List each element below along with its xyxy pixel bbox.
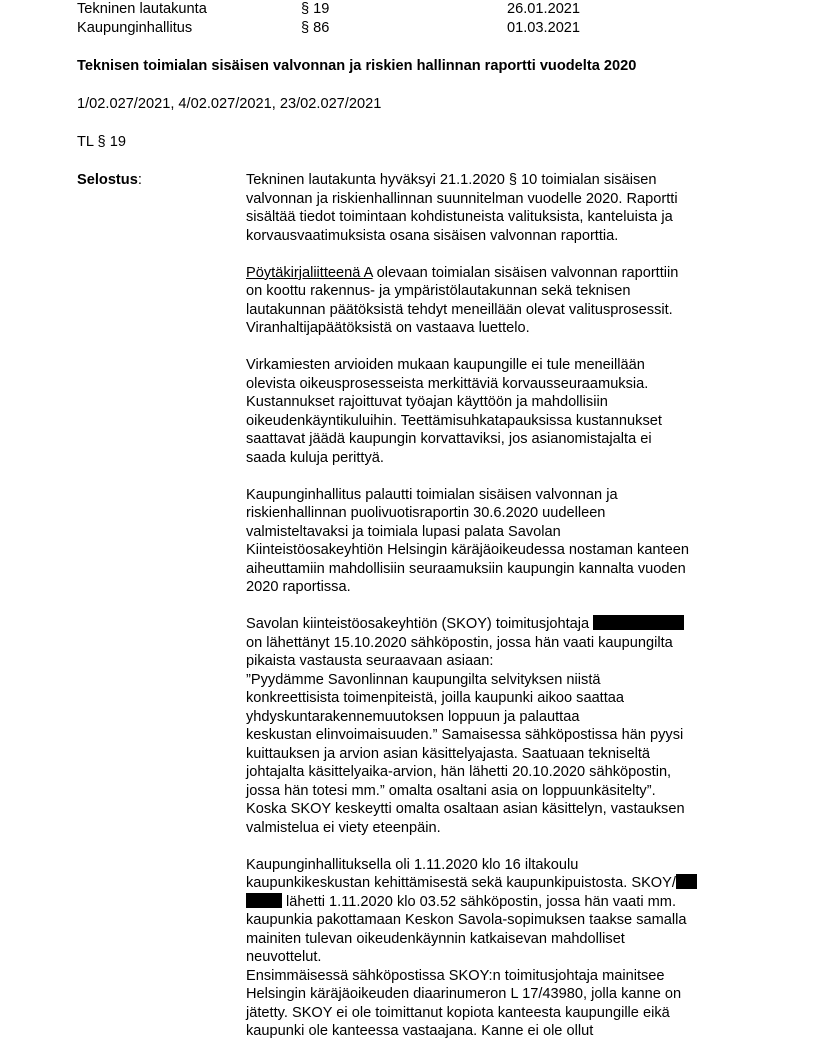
- header-row-tekninen-lautakunta: [77, 0, 777, 19]
- text-line: yhdyskuntarakennemuutoksen loppuun ja palauttaa: [246, 708, 580, 725]
- meeting-date: 26.01.2021: [507, 1, 581, 17]
- text-line: Kustannukset rajoittuvat työajan käyttöön ja mahdollisiin: [246, 394, 608, 410]
- text-line: korvausvaatimuksista osana sisäisen valvonnan raporttia.: [246, 227, 619, 244]
- text-line: aiheuttamiin mahdollisiin seuraamuksiin kaupungin kannalta vuoden: [246, 560, 686, 577]
- text-line: Koska SKOY keskeytti omalta osaltaan asian käsittelyn, vastauksen: [246, 801, 685, 817]
- text-line: lautakunnan päätöksistä tehdyt meneillään olevat valitusprosessit.: [246, 301, 673, 318]
- text-fragment: Savolan kiinteistöosakeyhtiön (SKOY) toimitusjohtaja: [246, 616, 594, 632]
- text-line: valmistelua ei viety eteenpäin.: [246, 819, 441, 836]
- text-line: mainiten tulevan oikeudenkäynnin katkaisevan mahdolliset: [246, 930, 625, 947]
- text-line: Virkamiesten arvioiden mukaan kaupungille ei tule meneillään: [246, 357, 645, 373]
- meeting-date: 01.03.2021: [507, 20, 581, 36]
- text-line: valmisteltavaksi ja toimiala lupasi palata Savolan: [246, 523, 561, 540]
- text-line: Kiinteistöosakeyhtiön Helsingin käräjäoikeudessa nostaman kanteen: [246, 542, 689, 558]
- paragraph-1: [246, 171, 746, 245]
- paragraph-5: [246, 615, 746, 837]
- text-line: [246, 893, 746, 912]
- paragraph-4: [246, 486, 746, 597]
- text-line: jossa hän totesi mm.” omalta osaltani asia on loppuunkäsitelty”.: [246, 782, 656, 799]
- selostus-label: [77, 171, 142, 190]
- text-fragment: olevaan toimialan sisäisen valvonnan raporttiin: [372, 264, 679, 281]
- text-line: kaupunkia pakottamaan Keskon Savola-sopimuksen taakse samalla: [246, 912, 687, 928]
- text-line: [246, 264, 746, 283]
- section-number: § 86: [301, 20, 330, 36]
- text-line: saattavat jäädä kaupungin korvattaviksi, jos asianomistajalta ei: [246, 431, 652, 447]
- text-line: pikaista vastausta seuraavaan asiaan:: [246, 653, 494, 669]
- reference-numbers: 1/02.027/2021, 4/02.027/2021, 23/02.027/2021: [77, 96, 382, 112]
- text-line: keskustan elinvoimaisuuden.” Samaisessa sähköpostissa hän pyysi: [246, 727, 684, 743]
- document-title: Teknisen toimialan sisäisen valvonnan ja riskien hallinnan raportti vuodelta 2020: [77, 58, 637, 74]
- selostus-colon: :: [137, 172, 142, 188]
- text-line: saada kuluja perittyä.: [246, 449, 384, 466]
- decision-body: Kaupunginhallitus: [77, 20, 193, 36]
- redacted-name: [593, 615, 684, 630]
- text-line: Kaupunginhallituksella oli 1.11.2020 klo 16 iltakoulu: [246, 856, 579, 873]
- text-line: 2020 raportissa.: [246, 579, 351, 595]
- text-line: Viranhaltijapäätöksistä on vastaava luettelo.: [246, 320, 530, 336]
- text-line: ”Pyydämme Savonlinnan kaupungilta selvityksen niistä: [246, 671, 601, 688]
- paragraph-2: [246, 264, 746, 338]
- text-line: Tekninen lautakunta hyväksyi 21.1.2020 § 10 toimialan sisäisen: [246, 172, 657, 188]
- selostus-body: [246, 171, 746, 1059]
- text-line: [246, 615, 746, 634]
- header-row-kaupunginhallitus: [77, 19, 777, 38]
- text-fragment: lähetti 1.11.2020 klo 03.52 sähköpostin, jossa hän vaati mm.: [282, 893, 677, 910]
- text-line: jätetty. SKOY ei ole toimittanut kopiota kanteesta kaupungille eikä: [246, 1004, 670, 1021]
- text-line: on koottu rakennus- ja ympäristölautakunnan sekä teknisen: [246, 283, 631, 299]
- text-line: Helsingin käräjäoikeuden diaarinumeron L 17/43980, jolla kanne on: [246, 986, 682, 1002]
- text-line: oikeudenkäyntikuluihin. Teettämisuhkatapauksissa kustannukset: [246, 412, 662, 429]
- text-line: Ensimmäisessä sähköpostissa SKOY:n toimitusjohtaja mainitsee: [246, 967, 665, 984]
- text-line: neuvottelut.: [246, 949, 322, 965]
- attachment-a-link[interactable]: Pöytäkirjaliitteenä A: [246, 264, 373, 281]
- paragraph-3: [246, 356, 746, 467]
- text-line: valvonnan ja riskienhallinnan suunnitelman vuodelle 2020. Raportti: [246, 190, 678, 207]
- text-line: olevista oikeusprosesseista merkittäviä korvausseuraamuksia.: [246, 375, 649, 392]
- text-line: on lähettänyt 15.10.2020 sähköpostin, jossa hän vaati kaupungilta: [246, 634, 673, 651]
- text-line: johtajalta käsittelyaika-arvion, hän lähetti 20.10.2020 sähköpostin,: [246, 764, 672, 780]
- selostus-heading: Selostus: [77, 172, 138, 188]
- text-line: Kaupunginhallitus palautti toimialan sisäisen valvonnan ja: [246, 486, 618, 503]
- section-number: § 19: [301, 1, 330, 17]
- tl-section-ref: TL § 19: [77, 134, 126, 150]
- decision-body: Tekninen lautakunta: [77, 1, 207, 17]
- text-line: kuittauksen ja arvion asian käsittelyajasta. Saatuaan tekniseltä: [246, 745, 651, 762]
- text-line: riskienhallinnan puolivuotisraportin 30.6.2020 uudelleen: [246, 505, 606, 521]
- paragraph-6: [246, 856, 746, 1041]
- text-line: konkreettisista toimenpiteistä, joilla kaupunki aikoo saattaa: [246, 690, 625, 706]
- redacted-name: [246, 893, 282, 908]
- text-line: [246, 874, 746, 893]
- redacted-name: [676, 874, 697, 889]
- text-fragment: kaupunkikeskustan kehittämisestä sekä kaupunkipuistosta. SKOY/: [246, 875, 676, 891]
- text-line: sisältää tiedot toimintaan kohdistuneista valituksista, kanteluista ja: [246, 209, 673, 225]
- text-line: kaupunki ole kanteessa vastaajana. Kanne ei ole ollut: [246, 1023, 594, 1039]
